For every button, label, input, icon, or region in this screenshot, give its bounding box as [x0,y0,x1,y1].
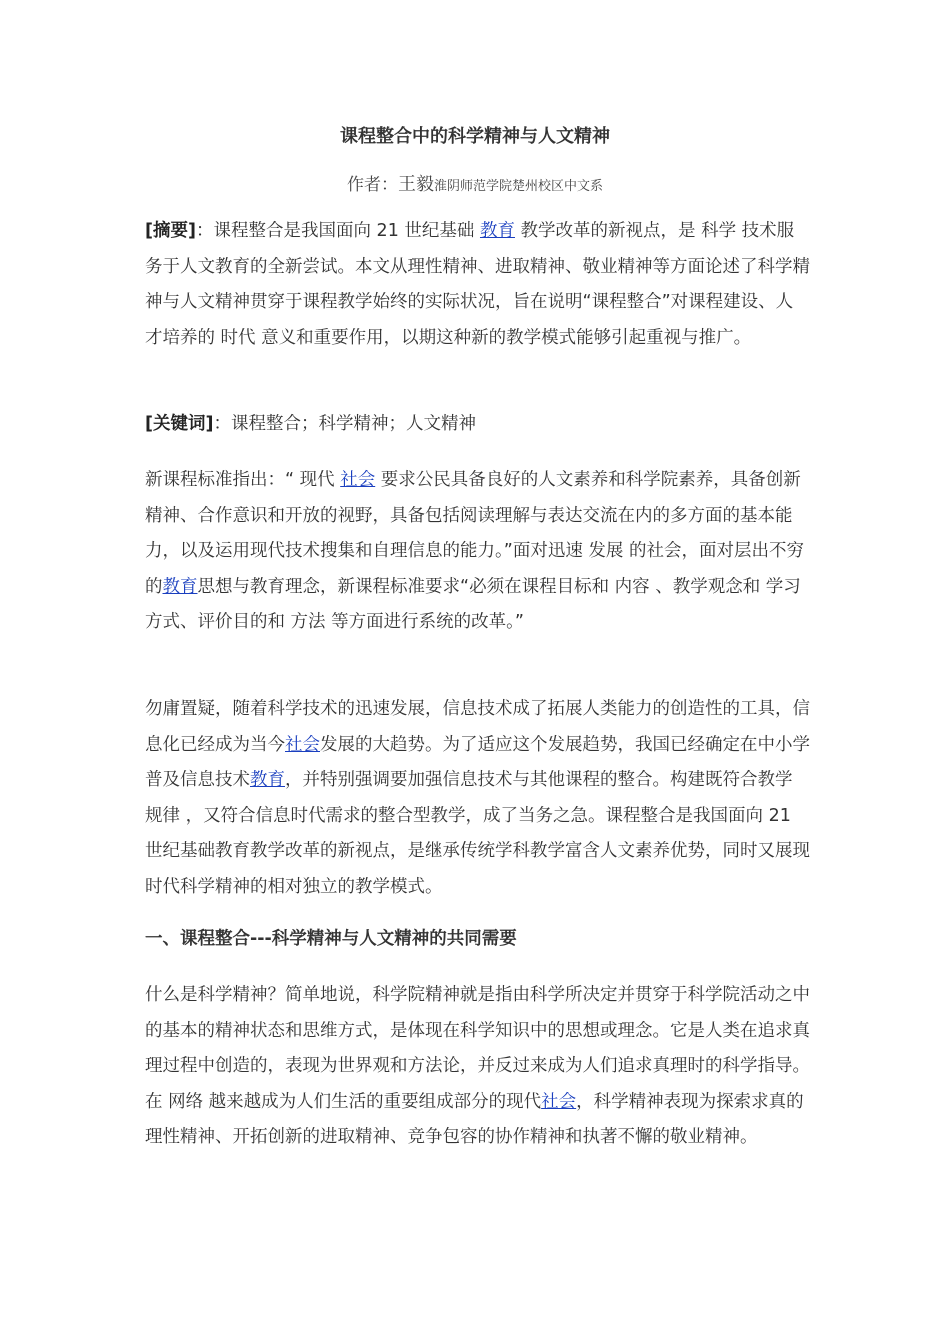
author-prefix: 作者： [346,175,398,195]
abstract-label: [摘要] [145,221,196,241]
para1-text-b: 要求公民具备良好的人文素养和科学院素养，具备创新精神、合作意识和开放的视野，具备包括阅读理解与表达交流在内的多方面的基本能力，以及运用现代技术搜集和自理信息的能力。”面对迅速 发展 的社会，面对层出不穷的 [145,470,804,597]
para1-text-a: 新课程标准指出：“ 现代 [145,470,341,490]
body-paragraph-3 [145,978,810,1156]
para3-text-a: 什么是科学精神？简单地说，科学院精神就是指由科学所决定并贯穿于科学院活动之中的基本的精神状态和思维方式，是体现在科学知识中的思想或理念。它是人类在追求真理过程中创造的，表现为世界观和方法论，并反过来成为人们追求真理时的科学指导。在 网络 越来越成为人们生活的重要组成部分的现代 [145,985,810,1112]
section-heading-1: 一、课程整合---科学精神与人文精神的共同需要 [145,929,517,949]
society-link[interactable]: 社会 [340,470,376,490]
keywords-colon: ： [213,414,231,434]
body-paragraph-1 [145,463,810,641]
para2-text-a: 勿庸置疑，随着科学技术的迅速发展，信息技术成了拓展人类能力的创造性的工具，信息化已经成为当今 [145,699,810,755]
para2-text-b: 发展的大趋势。为了适应这个发展趋势，我国已经确定在中小学普及信息技术 [145,734,810,790]
abstract-colon: ： [196,221,214,241]
keywords-paragraph [145,407,810,443]
society-link[interactable]: 社会 [541,1091,577,1112]
keywords-text: 课程整合；科学精神；人文精神 [231,414,476,434]
education-link[interactable]: 教育 [162,576,198,597]
education-link[interactable]: 教育 [479,221,515,241]
abstract-paragraph [145,214,810,356]
author-name: 王毅 [397,174,434,195]
abstract-text-b: 教学改革的新视点，是 科学 技术服务于人文教育的全新尝试。本文从理性精神、进取精神、敬业精神等方面论述了科学精神与人文精神贯穿于课程教学始终的实际状况，旨在说明“课程整合”对课程建设、人才培养的 时代 意义和重要作用，以期这种新的教学模式能够引起重视与推广。 [145,221,810,348]
para1-text-c: 思想与教育理念，新课程标准要求“必须在课程目标和 内容 、教学观念和 学习 方式、评价目的和 方法 等方面进行系统的改革。” [145,576,801,632]
education-link[interactable]: 教育 [250,770,285,790]
body-paragraph-2 [145,692,810,905]
author-line [0,172,950,200]
para3-text-b: ，科学精神表现为探索求真的理性精神、开拓创新的进取精神、竞争包容的协作精神和执著不懈的敬业精神。 [145,1091,804,1147]
keywords-label: [关键词] [145,414,214,434]
society-link[interactable]: 社会 [285,734,320,755]
para2-text-c: ，并特别强调要加强信息技术与其他课程的整合。构建既符合教学 规律 ，又符合信息时代需求的整合型教学，成了当务之急。课程整合是我国面向 21 世纪基础教育教学改革的新视点，是继承传统学科教学富含人文素养优势，同时又展现时代科学精神的相对独立的教学模式。 [145,770,810,897]
article-title: 课程整合中的科学精神与人文精神 [340,126,610,147]
abstract-text-a: 课程整合是我国面向 21 世纪基础 [213,221,480,241]
author-affiliation: 淮阴师范学院楚州校区中文系 [433,179,603,194]
